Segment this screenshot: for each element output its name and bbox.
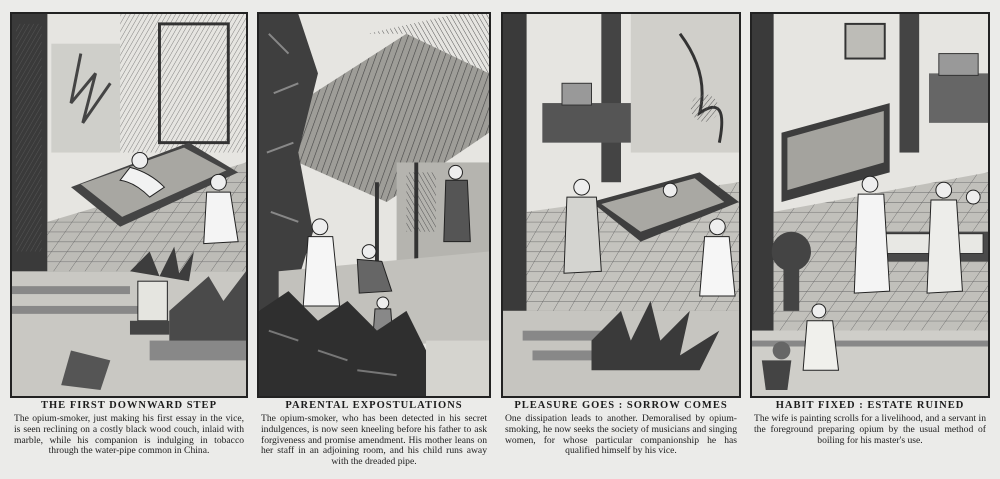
illustration-panel-1 (10, 12, 248, 398)
caption-title: THE FIRST DOWNWARD STEP (41, 400, 217, 411)
caption-title: HABIT FIXED : ESTATE RUINED (775, 400, 965, 411)
caption-panel-3 (499, 400, 743, 457)
caption-panel-4 (748, 400, 992, 446)
caption-title: PARENTAL EXPOSTULATIONS (285, 400, 463, 411)
engraving-parental-expostulations (259, 14, 489, 396)
illustration-panel-2 (257, 12, 491, 398)
caption-body: The opium-smoker, just making his first essay in the vice, is seen reclining on a costly black wood couch, inlaid with marble, while his companion is indulging in tobacco through the water-pipe common in China. (14, 413, 244, 457)
caption-panel-2 (255, 400, 493, 468)
illustration-panel-3 (501, 12, 741, 398)
illustration-panel-4 (750, 12, 990, 398)
caption-body: The opium-smoker, who has been detected in his secret indulgences, is now seen kneeling before his father to ask forgiveness and promise amendment. His mother leans on her staff in an adjoining room, and his child runs away with the dreaded pipe. (261, 413, 487, 468)
engraving-habit-fixed-estate-ruined (752, 14, 988, 396)
caption-body: One dissipation leads to another. Demoralised by opium-smoking, he now seeks the society of musicians and singing women, for whose particular companionship he has qualified himself by his vice. (505, 413, 737, 457)
engraving-first-downward-step (12, 14, 246, 396)
engraving-pleasure-goes-sorrow-comes (503, 14, 739, 396)
caption-title: PLEASURE GOES : SORROW COMES (514, 400, 728, 411)
caption-panel-1 (8, 400, 250, 457)
caption-body: The wife is painting scrolls for a livelihood, and a servant in the foreground preparing opium by the usual method of boiling for his master's use. (754, 413, 986, 446)
